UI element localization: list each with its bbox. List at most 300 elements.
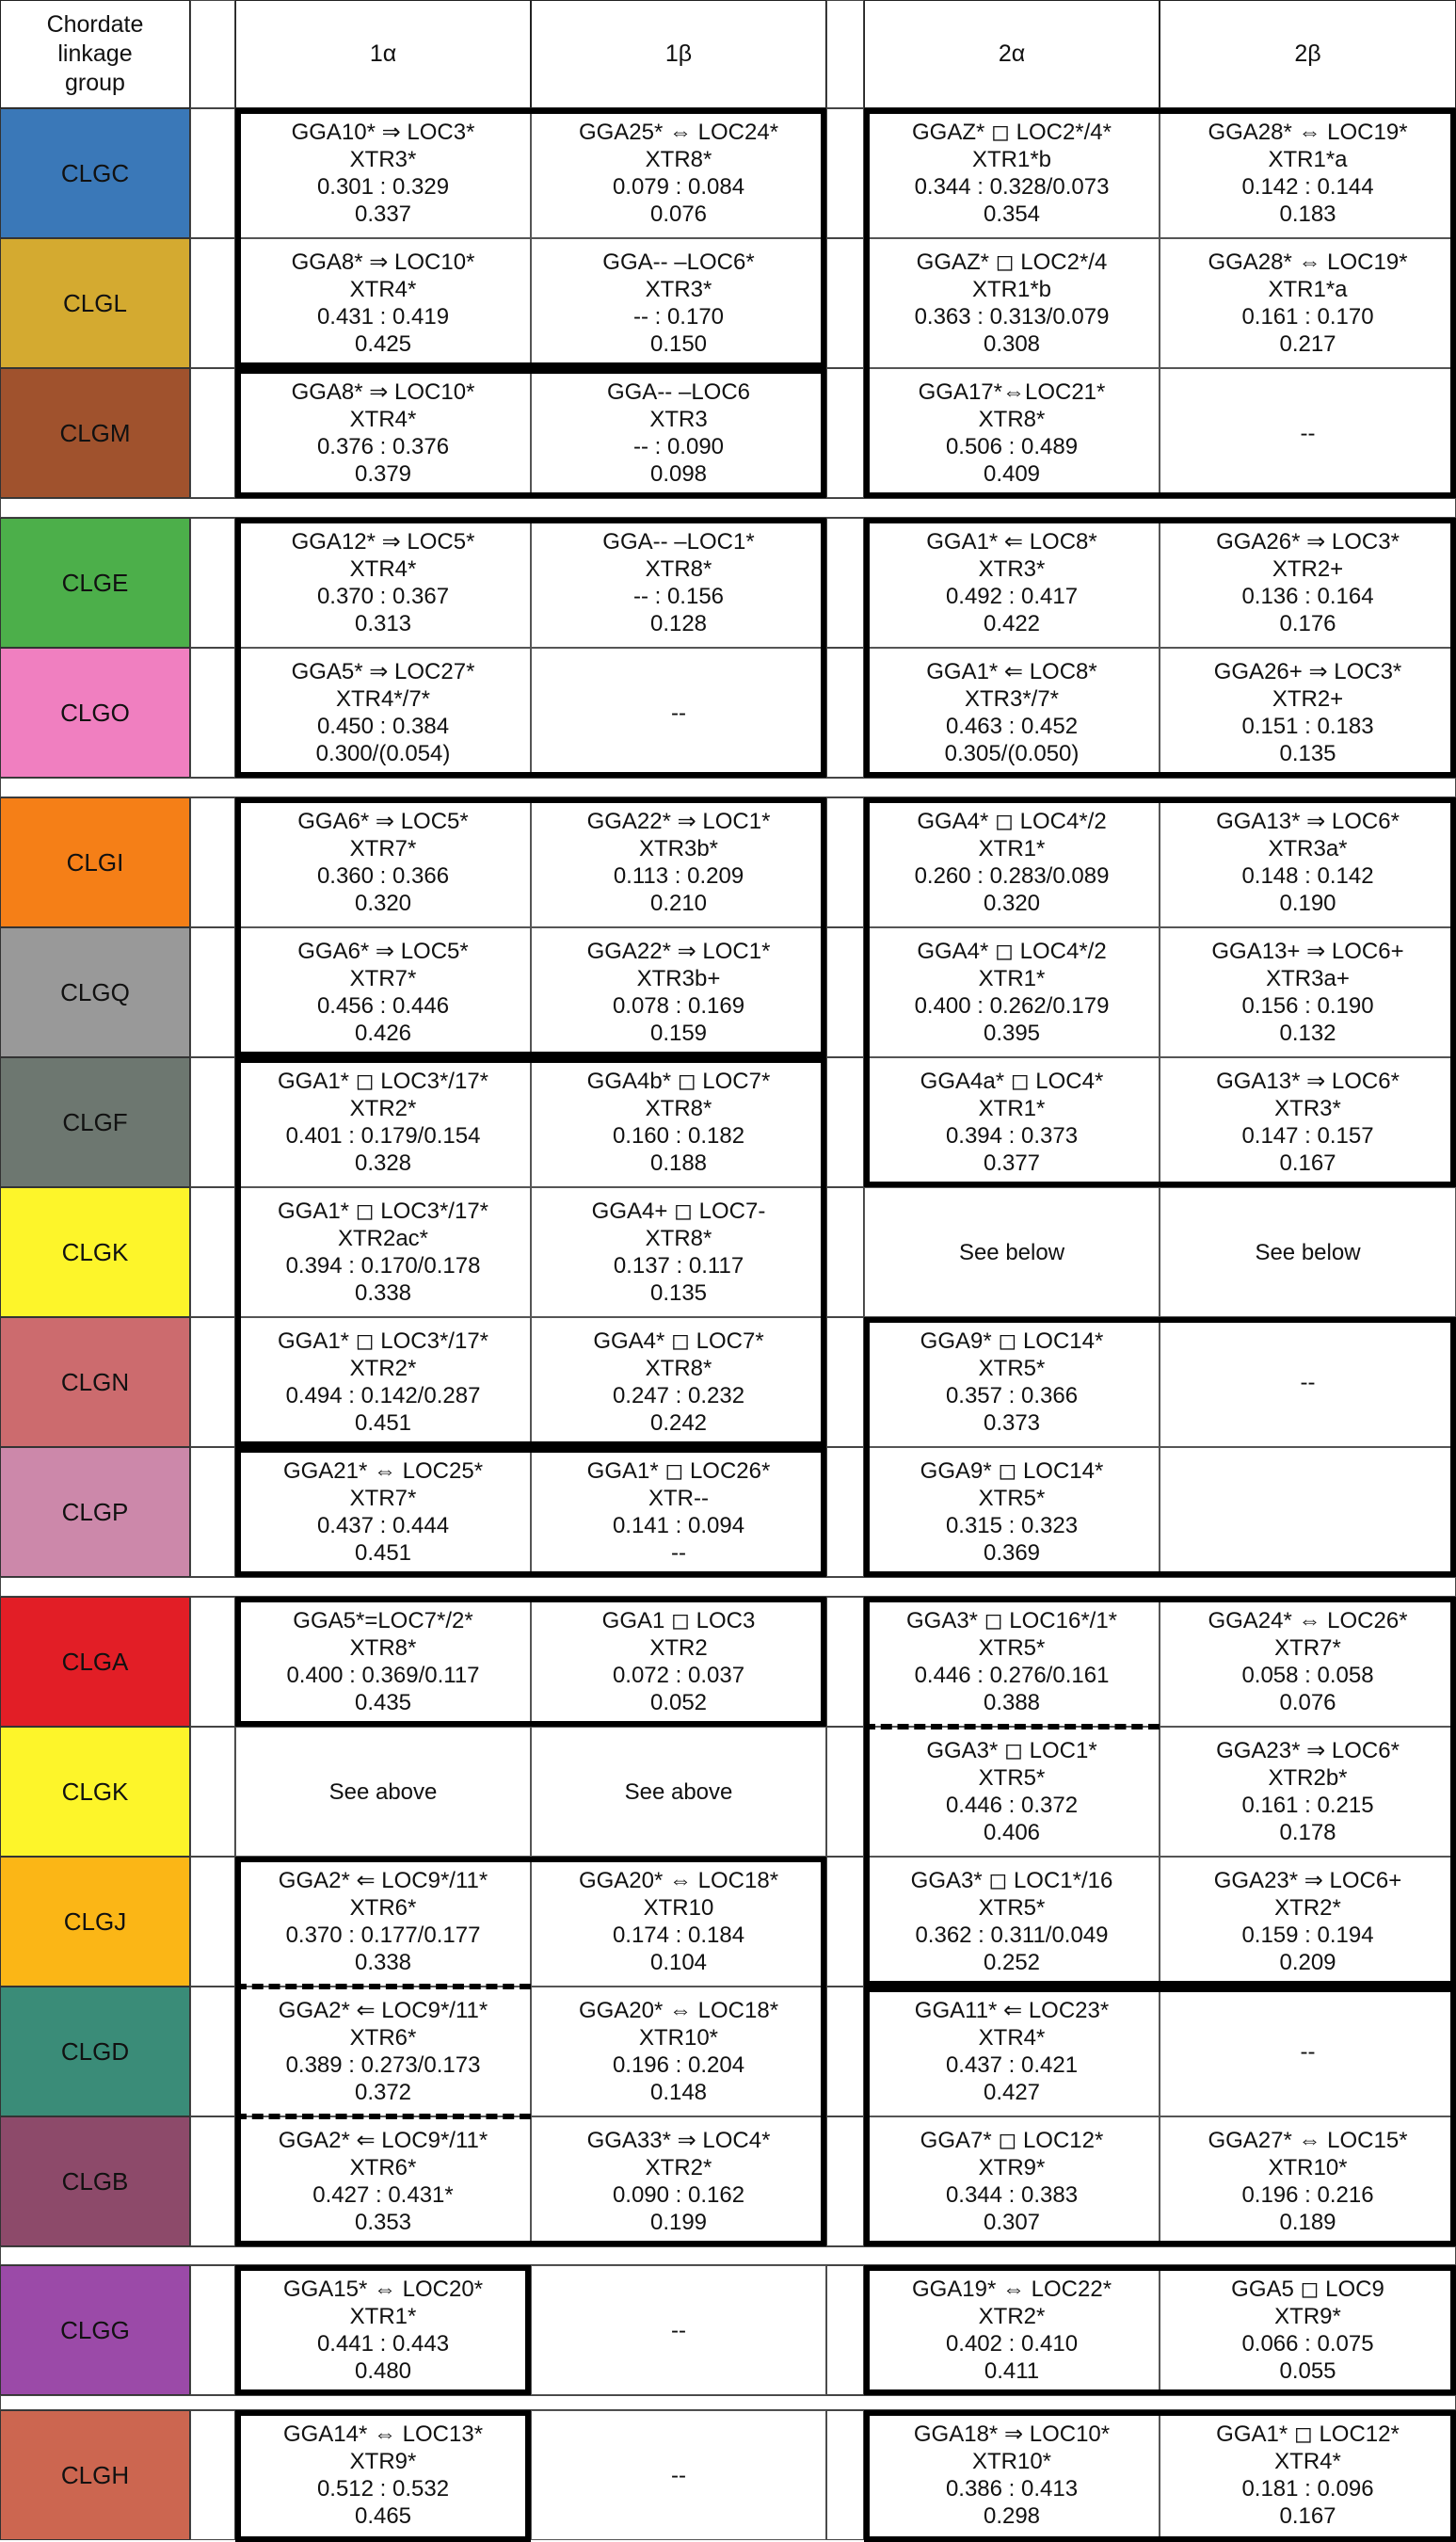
cell-2beta: [1160, 2410, 1456, 2540]
cell-line: 0.307: [983, 2210, 1041, 2235]
cell-line: GGA-- –LOC6*: [602, 249, 755, 275]
spacer-cell: [190, 238, 235, 368]
cell-line: 0.161 : 0.170: [1241, 304, 1374, 330]
group-separator: [0, 498, 1456, 518]
cell-line: GGA9* ◻ LOC14*: [920, 1458, 1104, 1484]
cell-1beta: [531, 1447, 826, 1577]
cell-line: 0.451: [354, 1540, 412, 1566]
cell-line: See below: [958, 1239, 1065, 1265]
cell-line: GGA22* ⇒ LOC1*: [586, 809, 771, 834]
linkage-group-name: CLGI: [66, 847, 124, 877]
cell-1alpha: [235, 648, 531, 778]
cell-line: XTR3*: [978, 556, 1046, 582]
cell-line: 0.189: [1279, 2210, 1336, 2235]
cell-line: 0.196 : 0.216: [1241, 2182, 1374, 2208]
cell-line: 0.465: [354, 2503, 412, 2529]
cell-2beta: [1160, 797, 1456, 927]
cell-line: 0.431 : 0.419: [316, 304, 450, 330]
spacer-cell: [190, 2410, 235, 2540]
cell-line: GGA13* ⇒ LOC6*: [1216, 809, 1400, 834]
cell-line: 0.422: [983, 611, 1041, 636]
cell-line: --: [671, 2317, 686, 2343]
cell-2beta: [1160, 1597, 1456, 1727]
linkage-group-label: [0, 1727, 190, 1857]
cell-line: 0.492 : 0.417: [945, 584, 1079, 609]
cell-line: 0.427: [983, 2080, 1041, 2105]
cell-1beta: [531, 2116, 826, 2246]
cell-line: GGA13+ ⇒ LOC6+: [1211, 939, 1404, 964]
cell-2alpha: [864, 368, 1160, 498]
cell-2alpha: [864, 797, 1160, 927]
cell-1alpha: [235, 2116, 531, 2246]
cell-2beta: [1160, 1187, 1456, 1317]
cell-line: XTR4*: [349, 277, 417, 302]
spacer-cell: [190, 2265, 235, 2395]
cell-2alpha: [864, 1597, 1160, 1727]
spacer-cell: [826, 1857, 864, 1987]
cell-line: XTR1*b: [971, 277, 1052, 302]
cell-line: 0.376 : 0.376: [316, 434, 450, 459]
cell-line: 0.076: [1279, 1690, 1336, 1715]
cell-line: XTR10*: [1268, 2155, 1348, 2180]
cell-line: XTR6*: [349, 2025, 417, 2051]
cell-1alpha: [235, 797, 531, 927]
cell-line: 0.176: [1279, 611, 1336, 636]
cell-line: 0.480: [354, 2358, 412, 2384]
cell-line: XTR8*: [978, 407, 1046, 432]
cell-1beta: [531, 1727, 826, 1857]
cell-line: XTR7*: [349, 836, 417, 861]
cell-line: 0.354: [983, 201, 1041, 227]
cell-line: 0.298: [983, 2503, 1041, 2529]
cell-line: XTR3: [649, 407, 708, 432]
cell-line: XTR2ac*: [337, 1226, 429, 1251]
cell-line: XTR1*b: [971, 147, 1052, 172]
cell-line: GGA1 ◻ LOC3: [601, 1608, 756, 1633]
header-col-1alpha: 1α: [235, 0, 531, 108]
cell-line: GGA25* ⇔ LOC24*: [578, 120, 779, 145]
cell-line: 0.446 : 0.372: [945, 1793, 1079, 1818]
cell-line: 0.104: [649, 1950, 708, 1975]
cell-line: 0.450 : 0.384: [316, 714, 450, 739]
cell-line: 0.373: [983, 1410, 1041, 1436]
cell-1beta: [531, 518, 826, 648]
cell-line: GGA10* ⇒ LOC3*: [291, 120, 475, 145]
cell-1beta: [531, 1187, 826, 1317]
cell-line: GGA20* ⇔ LOC18*: [578, 1998, 779, 2023]
cell-1beta: [531, 108, 826, 238]
header-chordate-linkage-group: Chordate linkage group: [0, 0, 190, 108]
cell-line: XTR2b*: [1268, 1765, 1348, 1791]
cell-1beta: [531, 2265, 826, 2395]
cell-line: --: [671, 700, 686, 726]
cell-line: GGA4a* ◻ LOC4*: [920, 1069, 1104, 1094]
cell-line: 0.210: [649, 891, 708, 916]
cell-1alpha: [235, 1447, 531, 1577]
cell-line: 0.406: [983, 1820, 1041, 1845]
cell-2alpha: [864, 238, 1160, 368]
cell-line: 0.338: [354, 1950, 412, 1975]
cell-line: 0.360 : 0.366: [316, 863, 450, 889]
cell-line: GGA1* ⇐ LOC8*: [926, 659, 1097, 684]
linkage-group-name: CLGF: [62, 1107, 128, 1136]
cell-line: XTR9*: [349, 2449, 417, 2474]
linkage-group-label: [0, 238, 190, 368]
cell-line: XTR3*: [349, 147, 417, 172]
cell-line: -- : 0.090: [632, 434, 725, 459]
cell-line: 0.148 : 0.142: [1241, 863, 1374, 889]
cell-line: 0.506 : 0.489: [945, 434, 1079, 459]
cell-line: XTR3a*: [1268, 836, 1348, 861]
cell-2alpha: [864, 927, 1160, 1057]
cell-1alpha: [235, 1727, 531, 1857]
cell-line: 0.426: [354, 1021, 412, 1046]
header-col-2alpha: 2α: [864, 0, 1160, 108]
cell-2beta: [1160, 1987, 1456, 2116]
cell-line: GGA-- –LOC6: [606, 379, 751, 405]
cell-line: GGA2* ⇐ LOC9*/11*: [278, 1998, 488, 2023]
cell-line: --: [671, 2462, 686, 2488]
cell-line: 0.305/(0.050): [944, 741, 1080, 766]
cell-2beta: [1160, 238, 1456, 368]
cell-line: 0.301 : 0.329: [316, 174, 450, 200]
linkage-group-label: [0, 1317, 190, 1447]
cell-line: XTR1*: [978, 1096, 1046, 1121]
cell-line: 0.247 : 0.232: [612, 1383, 745, 1408]
cell-line: 0.437 : 0.421: [945, 2052, 1079, 2078]
linkage-group-name: CLGK: [61, 1237, 129, 1266]
cell-line: GGA1* ◻ LOC3*/17*: [277, 1069, 489, 1094]
linkage-group-label: [0, 108, 190, 238]
cell-line: GGA4* ◻ LOC4*/2: [917, 809, 1107, 834]
cell-line: 0.072 : 0.037: [612, 1663, 745, 1688]
cell-line: 0.338: [354, 1280, 412, 1306]
cell-line: GGA4b* ◻ LOC7*: [586, 1069, 771, 1094]
cell-line: XTR8*: [349, 1635, 417, 1661]
cell-2alpha: [864, 1187, 1160, 1317]
linkage-group-name: CLGK: [61, 1777, 129, 1806]
linkage-group-name: CLGD: [60, 2036, 130, 2066]
cell-line: 0.425: [354, 331, 412, 357]
cell-1alpha: [235, 1317, 531, 1447]
cell-line: XTR2+: [1272, 686, 1344, 712]
cell-line: --: [1300, 420, 1316, 446]
group-separator: [0, 778, 1456, 797]
cell-line: 0.174 : 0.184: [612, 1923, 745, 1948]
cell-line: XTR9*: [978, 2155, 1046, 2180]
linkage-group-label: [0, 2410, 190, 2540]
cell-line: XTR1*: [349, 2304, 417, 2329]
cell-1alpha: [235, 1987, 531, 2116]
cell-line: 0.151 : 0.183: [1241, 714, 1374, 739]
cell-line: GGA3* ◻ LOC1*/16: [910, 1868, 1113, 1893]
linkage-group-label: [0, 797, 190, 927]
cell-line: 0.052: [649, 1690, 708, 1715]
linkage-group-label: [0, 1987, 190, 2116]
cell-line: GGA5* ⇒ LOC27*: [291, 659, 475, 684]
cell-1alpha: [235, 1187, 531, 1317]
cell-line: XTR3a+: [1266, 966, 1350, 991]
cell-line: XTR2*: [645, 2155, 712, 2180]
cell-line: GGA3* ◻ LOC16*/1*: [905, 1608, 1118, 1633]
cell-line: 0.055: [1279, 2358, 1336, 2384]
cell-line: GGA27* ⇔ LOC15*: [1208, 2128, 1408, 2153]
cell-line: 0.199: [649, 2210, 708, 2235]
cell-line: --: [671, 1540, 686, 1566]
cell-line: GGA11* ⇐ LOC23*: [914, 1998, 1110, 2023]
cell-line: 0.435: [354, 1690, 412, 1715]
cell-line: GGA7* ◻ LOC12*: [920, 2128, 1104, 2153]
cell-line: 0.409: [983, 461, 1041, 487]
cell-line: See above: [624, 1778, 733, 1805]
cell-line: 0.058 : 0.058: [1241, 1663, 1374, 1688]
cell-line: 0.252: [983, 1950, 1041, 1975]
cell-line: GGA20* ⇔ LOC18*: [578, 1868, 779, 1893]
cell-line: 0.388: [983, 1690, 1041, 1715]
cell-2beta: [1160, 1317, 1456, 1447]
cell-1beta: [531, 1057, 826, 1187]
cell-line: GGA21* ⇔ LOC25*: [282, 1458, 484, 1484]
cell-line: XTR4*: [1274, 2449, 1341, 2474]
cell-line: 0.441 : 0.443: [316, 2331, 450, 2357]
cell-line: 0.137 : 0.117: [613, 1253, 744, 1279]
cell-line: GGA26* ⇒ LOC3*: [1216, 529, 1400, 555]
cell-line: 0.394 : 0.170/0.178: [285, 1253, 481, 1279]
cell-line: 0.315 : 0.323: [945, 1513, 1079, 1538]
spacer-cell: [826, 2410, 864, 2540]
cell-line: 0.357 : 0.366: [945, 1383, 1079, 1408]
cell-line: 0.400 : 0.262/0.179: [914, 993, 1110, 1019]
cell-line: 0.242: [649, 1410, 708, 1436]
cell-2beta: [1160, 1447, 1456, 1577]
spacer-cell: [826, 1597, 864, 1727]
cell-1alpha: [235, 368, 531, 498]
cell-1beta: [531, 1987, 826, 2116]
cell-1alpha: [235, 1597, 531, 1727]
cell-line: 0.363 : 0.313/0.079: [914, 304, 1110, 330]
cell-1beta: [531, 2410, 826, 2540]
cell-line: 0.159 : 0.194: [1241, 1923, 1374, 1948]
cell-2beta: [1160, 1727, 1456, 1857]
linkage-group-name: CLGQ: [60, 977, 130, 1006]
cell-line: XTR2*: [978, 2304, 1046, 2329]
cell-line: XTR2*: [349, 1356, 417, 1381]
cell-line: XTR8*: [645, 1356, 712, 1381]
cell-1alpha: [235, 2265, 531, 2395]
linkage-group-name: CLGH: [60, 2460, 130, 2489]
cell-line: 0.369: [983, 1540, 1041, 1566]
cell-line: 0.379: [354, 461, 412, 487]
cell-line: 0.178: [1279, 1820, 1336, 1845]
cell-1alpha: [235, 518, 531, 648]
cell-line: XTR3*/7*: [964, 686, 1060, 712]
header-spacer: [190, 0, 235, 108]
cell-line: 0.098: [649, 461, 708, 487]
spacer-cell: [826, 1727, 864, 1857]
spacer-cell: [190, 1187, 235, 1317]
cell-2alpha: [864, 1447, 1160, 1577]
cell-line: 0.079 : 0.084: [612, 174, 745, 200]
group-separator: [0, 2246, 1456, 2265]
cell-line: 0.394 : 0.373: [945, 1123, 1079, 1149]
cell-line: XTR2: [649, 1635, 708, 1661]
cell-line: GGA19* ⇔ LOC22*: [911, 2277, 1112, 2302]
cell-line: GGA4* ◻ LOC4*/2: [917, 939, 1107, 964]
spacer-cell: [826, 797, 864, 927]
cell-line: 0.353: [354, 2210, 412, 2235]
cell-line: 0.344 : 0.383: [945, 2182, 1079, 2208]
cell-1alpha: [235, 108, 531, 238]
cell-line: 0.446 : 0.276/0.161: [914, 1663, 1110, 1688]
spacer-cell: [190, 1447, 235, 1577]
cell-2alpha: [864, 1987, 1160, 2116]
cell-2beta: [1160, 648, 1456, 778]
cell-1beta: [531, 368, 826, 498]
spacer-cell: [826, 648, 864, 778]
cell-line: 0.370 : 0.177/0.177: [285, 1923, 481, 1948]
cell-line: 0.160 : 0.182: [612, 1123, 745, 1149]
cell-line: 0.456 : 0.446: [316, 993, 450, 1019]
cell-line: GGA26+ ⇒ LOC3*: [1213, 659, 1402, 684]
cell-line: --: [1300, 1369, 1316, 1395]
header-col-2beta: 2β: [1160, 0, 1456, 108]
cell-1alpha: [235, 1857, 531, 1987]
group-separator: [0, 2395, 1456, 2410]
cell-line: GGA4* ◻ LOC7*: [593, 1328, 764, 1354]
cell-line: XTR4*: [349, 556, 417, 582]
cell-line: XTR3*: [645, 277, 712, 302]
linkage-group-label: [0, 1057, 190, 1187]
spacer-cell: [826, 238, 864, 368]
cell-line: XTR3b*: [638, 836, 719, 861]
linkage-group-label: [0, 368, 190, 498]
cell-line: GGAZ* ◻ LOC2*/4: [916, 249, 1108, 275]
cell-line: XTR2*: [1274, 1895, 1341, 1921]
cell-line: 0.463 : 0.452: [945, 714, 1079, 739]
cell-line: XTR9*: [1274, 2304, 1341, 2329]
linkage-group-name: CLGE: [61, 568, 129, 597]
cell-line: GGA15* ⇔ LOC20*: [282, 2277, 484, 2302]
cell-line: GGA2* ⇐ LOC9*/11*: [278, 2128, 488, 2153]
cell-line: 0.451: [354, 1410, 412, 1436]
cell-2alpha: [864, 2410, 1160, 2540]
cell-2beta: [1160, 2116, 1456, 2246]
cell-line: -- : 0.156: [632, 584, 725, 609]
cell-line: XTR10*: [971, 2449, 1052, 2474]
cell-line: 0.132: [1279, 1021, 1336, 1046]
cell-line: 0.395: [983, 1021, 1041, 1046]
spacer-cell: [826, 2265, 864, 2395]
linkage-group-name: CLGP: [61, 1497, 129, 1526]
cell-line: XTR8*: [645, 147, 712, 172]
cell-line: XTR10*: [638, 2025, 719, 2051]
linkage-group-name: CLGG: [60, 2315, 130, 2344]
cell-line: XTR5*: [978, 1765, 1046, 1791]
cell-line: 0.159: [649, 1021, 708, 1046]
cell-line: GGA9* ◻ LOC14*: [920, 1328, 1104, 1354]
cell-line: 0.161 : 0.215: [1241, 1793, 1374, 1818]
spacer-cell: [190, 797, 235, 927]
cell-line: 0.066 : 0.075: [1241, 2331, 1374, 2357]
cell-2alpha: [864, 1057, 1160, 1187]
cell-line: GGA23* ⇒ LOC6*: [1216, 1738, 1400, 1763]
cell-line: 0.181 : 0.096: [1241, 2476, 1374, 2502]
cell-line: 0.076: [649, 201, 708, 227]
cell-line: 0.142 : 0.144: [1241, 174, 1374, 200]
cell-2alpha: [864, 648, 1160, 778]
cell-line: 0.147 : 0.157: [1241, 1123, 1374, 1149]
cell-line: XTR4*: [349, 407, 417, 432]
header-col-1beta: 1β: [531, 0, 826, 108]
cell-line: GGAZ* ◻ LOC2*/4*: [912, 120, 1112, 145]
linkage-group-label: [0, 2265, 190, 2395]
spacer-cell: [190, 1727, 235, 1857]
cell-line: 0.337: [354, 201, 412, 227]
cell-2alpha: [864, 2265, 1160, 2395]
cell-2beta: [1160, 1857, 1456, 1987]
cell-line: GGA22* ⇒ LOC1*: [586, 939, 771, 964]
cell-line: 0.494 : 0.142/0.287: [285, 1383, 481, 1408]
linkage-group-label: [0, 1857, 190, 1987]
cell-line: 0.183: [1279, 201, 1336, 227]
cell-line: GGA24* ⇔ LOC26*: [1208, 1608, 1408, 1633]
cell-line: 0.320: [983, 891, 1041, 916]
linkage-group-name: CLGO: [60, 698, 130, 727]
cell-line: GGA8* ⇒ LOC10*: [291, 249, 475, 275]
cell-line: XTR8*: [645, 1096, 712, 1121]
cell-2alpha: [864, 1857, 1160, 1987]
linkage-group-name: CLGN: [60, 1367, 130, 1396]
cell-line: 0.370 : 0.367: [316, 584, 450, 609]
cell-line: GGA13* ⇒ LOC6*: [1216, 1069, 1400, 1094]
cell-line: 0.313: [354, 611, 412, 636]
cell-line: GGA5*=LOC7*/2*: [293, 1608, 473, 1633]
cell-line: 0.128: [649, 611, 708, 636]
linkage-group-label: [0, 2116, 190, 2246]
cell-1beta: [531, 238, 826, 368]
cell-2beta: [1160, 927, 1456, 1057]
cell-1alpha: [235, 2410, 531, 2540]
linkage-group-label: [0, 1187, 190, 1317]
cell-line: 0.167: [1279, 2503, 1336, 2529]
linkage-group-label: [0, 1447, 190, 1577]
cell-line: GGA6* ⇒ LOC5*: [297, 809, 469, 834]
cell-line: 0.411: [984, 2358, 1040, 2384]
cell-line: XTR2*: [349, 1096, 417, 1121]
spacer-cell: [826, 1447, 864, 1577]
cell-line: XTR3*: [1274, 1096, 1341, 1121]
cell-line: XTR5*: [978, 1635, 1046, 1661]
cell-line: -- : 0.170: [632, 304, 725, 330]
cell-2alpha: [864, 1317, 1160, 1447]
cell-line: 0.328: [354, 1150, 412, 1176]
cell-line: XTR6*: [349, 1895, 417, 1921]
cell-1beta: [531, 1317, 826, 1447]
cell-line: GGA12* ⇒ LOC5*: [291, 529, 475, 555]
cell-line: 0.401 : 0.179/0.154: [285, 1123, 481, 1149]
cell-1alpha: [235, 238, 531, 368]
cell-line: 0.090 : 0.162: [612, 2182, 745, 2208]
cell-line: GGA4+ ◻ LOC7-: [591, 1199, 766, 1224]
cell-line: XTR--: [648, 1486, 709, 1511]
cell-line: XTR7*: [349, 966, 417, 991]
cell-line: XTR3b+: [636, 966, 721, 991]
cell-line: XTR4*: [978, 2025, 1046, 2051]
cell-1beta: [531, 797, 826, 927]
cell-2alpha: [864, 1727, 1160, 1857]
cell-line: 0.217: [1279, 331, 1336, 357]
cell-1beta: [531, 648, 826, 778]
